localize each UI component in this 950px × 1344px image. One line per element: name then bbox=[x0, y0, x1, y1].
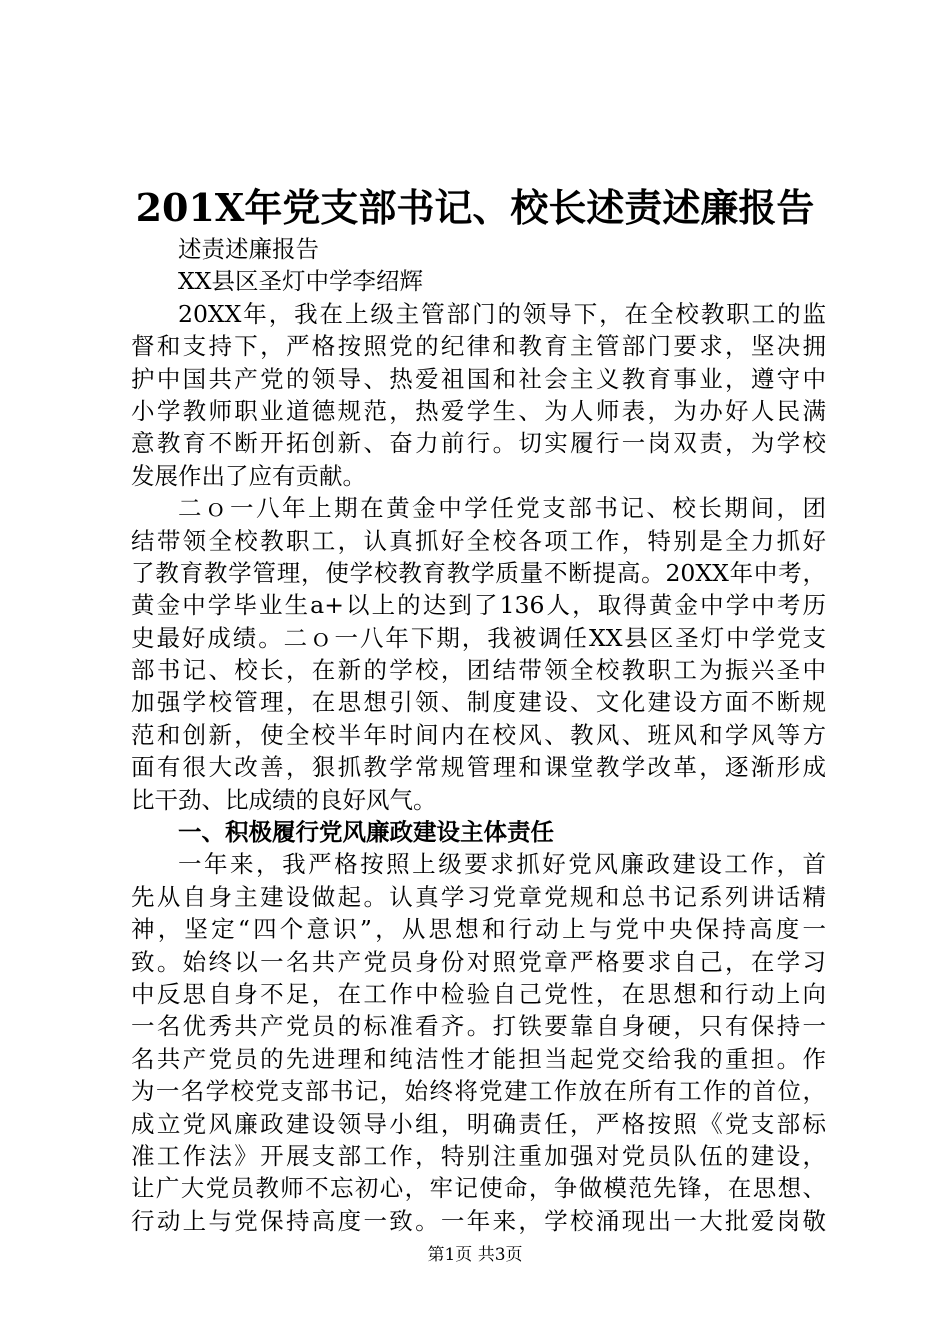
body-line: 意教育不断开拓创新、奋力前行。切实履行一岗双责，为学校 bbox=[131, 429, 826, 458]
body-line: 了教育教学管理，使学校教育教学质量不断提高。20XX年中考， bbox=[131, 558, 826, 587]
body-line: 中反思自身不足，在工作中检验自己党性，在思想和行动上向 bbox=[131, 979, 826, 1008]
body-line: 一年来，我严格按照上级要求抓好党风廉政建设工作，首 bbox=[178, 850, 826, 879]
body-line: 行动上与党保持高度一致。一年来，学校涌现出一大批爱岗敬 bbox=[131, 1206, 826, 1235]
body-line: 二ｏ一八年上期在黄金中学任党支部书记、校长期间，团 bbox=[178, 494, 826, 523]
body-line: 部书记、校长，在新的学校，团结带领全校教职工为振兴圣中 bbox=[131, 656, 826, 685]
body-line: 先从自身主建设做起。认真学习党章党规和总书记系列讲话精 bbox=[131, 882, 826, 911]
body-line: 史最好成绩。二ｏ一八年下期，我被调任XX县区圣灯中学党支 bbox=[131, 623, 826, 652]
body-line: 小学教师职业道德规范，热爱学生、为人师表，为办好人民满 bbox=[131, 396, 826, 425]
body-line: 述责述廉报告 bbox=[178, 235, 319, 263]
body-line: 加强学校管理，在思想引领、制度建设、文化建设方面不断规 bbox=[131, 688, 826, 717]
document-body bbox=[131, 233, 826, 1237]
body-line: 为一名学校党支部书记，始终将党建工作放在所有工作的首位， bbox=[131, 1077, 826, 1106]
body-line: 护中国共产党的领导、热爱祖国和社会主义教育事业，遵守中 bbox=[131, 364, 826, 393]
body-line: 督和支持下，严格按照党的纪律和教育主管部门要求，坚决拥 bbox=[131, 332, 826, 361]
body-line: 致。始终以一名共产党员身份对照党章严格要求自己，在学习 bbox=[131, 947, 826, 976]
body-line: XX县区圣灯中学李绍辉 bbox=[178, 267, 423, 296]
body-line: 面有很大改善，狠抓教学常规管理和课堂教学改革，逐渐形成 bbox=[131, 753, 826, 782]
body-line: 让广大党员教师不忘初心，牢记使命，争做模范先锋，在思想、 bbox=[131, 1174, 826, 1203]
body-line: 一名优秀共产党员的标准看齐。打铁要靠自身硬，只有保持一 bbox=[131, 1012, 826, 1041]
body-line: 成立党风廉政建设领导小组，明确责任，严格按照《党支部标 bbox=[131, 1109, 826, 1138]
document-title: 201X年党支部书记、校长述责述廉报告 bbox=[135, 185, 815, 230]
body-line: 黄金中学毕业生a+以上的达到了136人，取得黄金中学中考历 bbox=[131, 591, 826, 620]
body-line: 20XX年，我在上级主管部门的领导下，在全校教职工的监 bbox=[178, 299, 826, 328]
page-footer: 第1页 共3页 bbox=[427, 1245, 523, 1265]
body-line: 神，坚定“四个意识”，从思想和行动上与党中央保持高度一 bbox=[131, 915, 826, 944]
section-heading: 一、积极履行党风廉政建设主体责任 bbox=[178, 818, 554, 847]
body-line: 范和创新，使全校半年时间内在校风、教风、班风和学风等方 bbox=[131, 720, 826, 749]
body-line: 发展作出了应有贡献。 bbox=[131, 461, 366, 490]
body-line: 比干劲、比成绩的良好风气。 bbox=[131, 785, 437, 814]
body-line: 结带领全校教职工，认真抓好全校各项工作，特别是全力抓好 bbox=[131, 526, 826, 555]
body-line: 准工作法》开展支部工作，特别注重加强对党员队伍的建设， bbox=[131, 1141, 826, 1170]
body-line: 名共产党员的先进理和纯洁性才能担当起党交给我的重担。作 bbox=[131, 1044, 826, 1073]
